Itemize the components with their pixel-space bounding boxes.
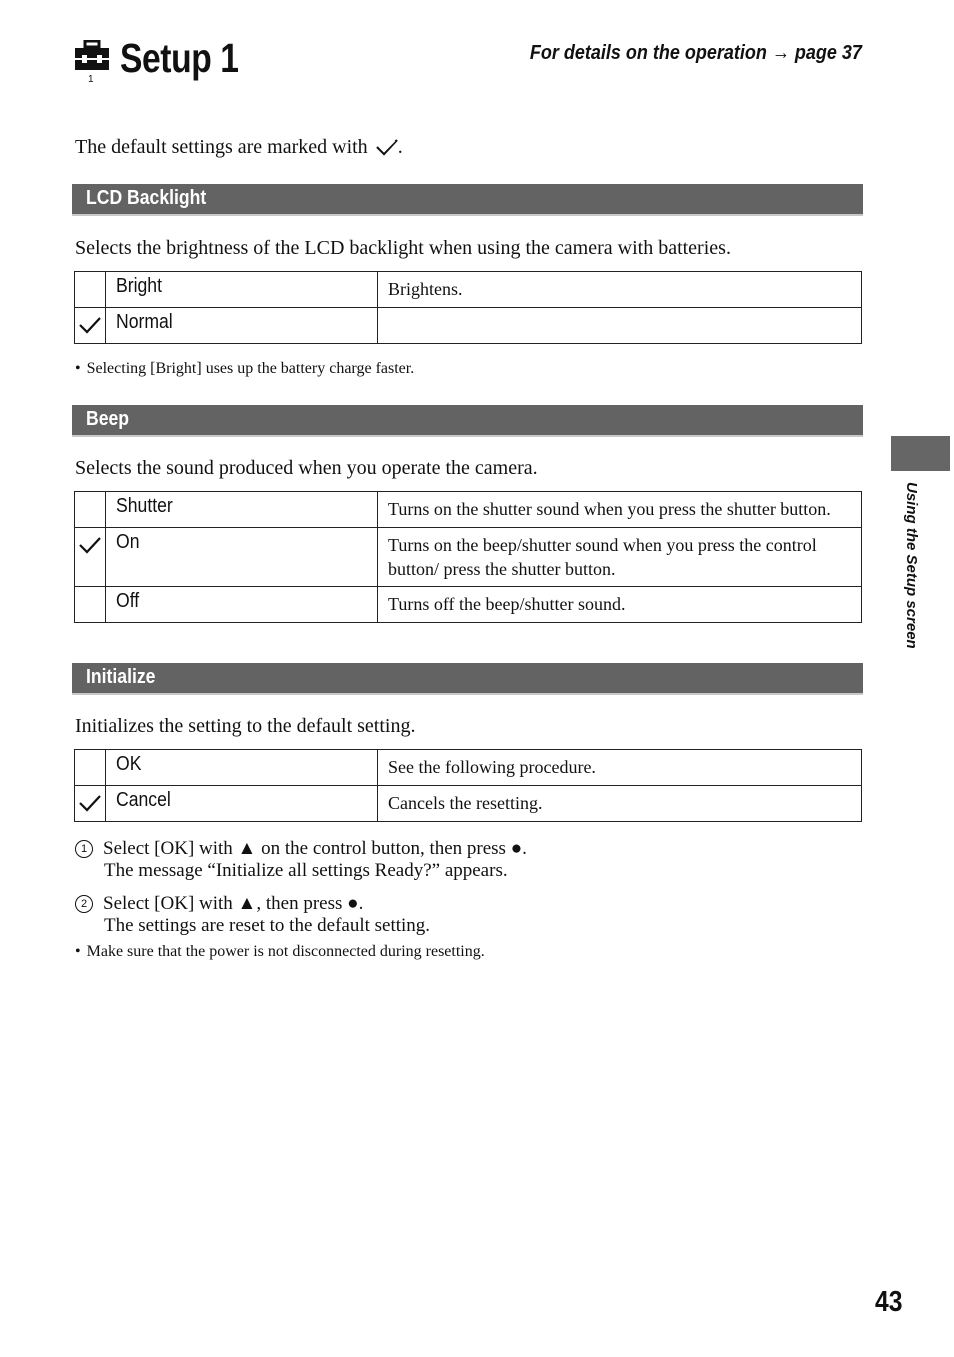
default-marker-cell: [75, 786, 106, 822]
section-header-lcd: [72, 184, 863, 216]
section-description: Selects the sound produced when you operate the camera.: [75, 457, 538, 479]
page-header: [74, 34, 265, 94]
default-marker-cell: [75, 528, 106, 587]
option-name: Off: [116, 590, 140, 612]
option-name-cell: [106, 587, 378, 623]
table-row: [75, 272, 862, 308]
chapter-label-text: Using the Setup screen: [903, 482, 920, 649]
option-name-cell: [106, 750, 378, 786]
intro-label: The default settings are marked with: [75, 136, 368, 158]
procedure-step: [75, 893, 430, 937]
step-result: The settings are reset to the default setting.: [104, 915, 431, 936]
option-name: Bright: [116, 275, 162, 297]
step-instruction: Select [OK] with ▲ on the control button, then press ●.: [103, 838, 527, 859]
note-text: Make sure that the power is not disconnected during resetting.: [86, 943, 485, 960]
note: • Make sure that the power is not disconnected during resetting.: [75, 943, 485, 960]
chapter-tab: [891, 436, 950, 471]
check-mark-icon: [79, 794, 101, 812]
table-row: [75, 528, 862, 587]
section-description: Initializes the setting to the default setting.: [75, 715, 416, 737]
intro-period: .: [397, 136, 403, 158]
option-description: Cancels the resetting.: [378, 786, 862, 822]
option-name-cell: [106, 528, 378, 587]
table-row: [75, 750, 862, 786]
step-result: The message “Initialize all settings Ready?” appears.: [104, 860, 508, 881]
procedure-step: [75, 838, 527, 882]
section-title: Beep: [86, 408, 130, 430]
option-name-cell: [106, 308, 378, 344]
check-mark-icon: [376, 138, 398, 162]
option-name: On: [116, 531, 140, 553]
option-description: See the following procedure.: [378, 750, 862, 786]
chapter-label: [898, 482, 920, 672]
option-description: Turns off the beep/shutter sound.: [378, 587, 862, 623]
table-row: [75, 308, 862, 344]
note-text: Selecting [Bright] uses up the battery charge faster.: [86, 360, 415, 377]
section-title: Initialize: [86, 666, 156, 688]
default-marker-cell: [75, 587, 106, 623]
default-marker-cell: [75, 492, 106, 528]
intro-text: [75, 136, 403, 162]
step-instruction: Select [OK] with ▲, then press ●.: [103, 893, 364, 914]
settings-table-initialize: [74, 749, 862, 822]
section-header-initialize: [72, 663, 863, 695]
settings-table-lcd: [74, 271, 862, 344]
option-name-cell: [106, 272, 378, 308]
page-reference: For details on the operation → page 37: [529, 42, 862, 64]
option-name: OK: [116, 753, 142, 775]
section-description: Selects the brightness of the LCD backlight when using the camera with batteries.: [75, 237, 731, 259]
default-marker-cell: [75, 750, 106, 786]
section-header-beep: [72, 405, 863, 437]
option-name-cell: [106, 786, 378, 822]
toolbox-icon: [74, 40, 110, 84]
settings-table-beep: [74, 491, 862, 623]
table-row: [75, 492, 862, 528]
default-marker-cell: [75, 308, 106, 344]
option-description: Turns on the beep/shutter sound when you press the control button/ press the shutter button.: [378, 528, 862, 587]
icon-subscript: 1: [88, 74, 94, 85]
note: • Selecting [Bright] uses up the battery charge faster.: [75, 360, 415, 377]
page-title: Setup 1: [120, 35, 239, 81]
option-description: [378, 308, 862, 344]
option-name: Normal: [116, 311, 173, 333]
table-row: [75, 786, 862, 822]
option-name: Cancel: [116, 789, 171, 811]
option-description: Brightens.: [378, 272, 862, 308]
option-description: Turns on the shutter sound when you press the shutter button.: [378, 492, 862, 528]
page-number: 43: [875, 1286, 903, 1318]
step-number: 1: [75, 840, 93, 858]
check-mark-icon: [79, 536, 101, 554]
table-row: [75, 587, 862, 623]
step-number: 2: [75, 895, 93, 913]
option-name-cell: [106, 492, 378, 528]
default-marker-cell: [75, 272, 106, 308]
option-name: Shutter: [116, 495, 173, 517]
section-title: LCD Backlight: [86, 187, 207, 209]
check-mark-icon: [79, 316, 101, 334]
